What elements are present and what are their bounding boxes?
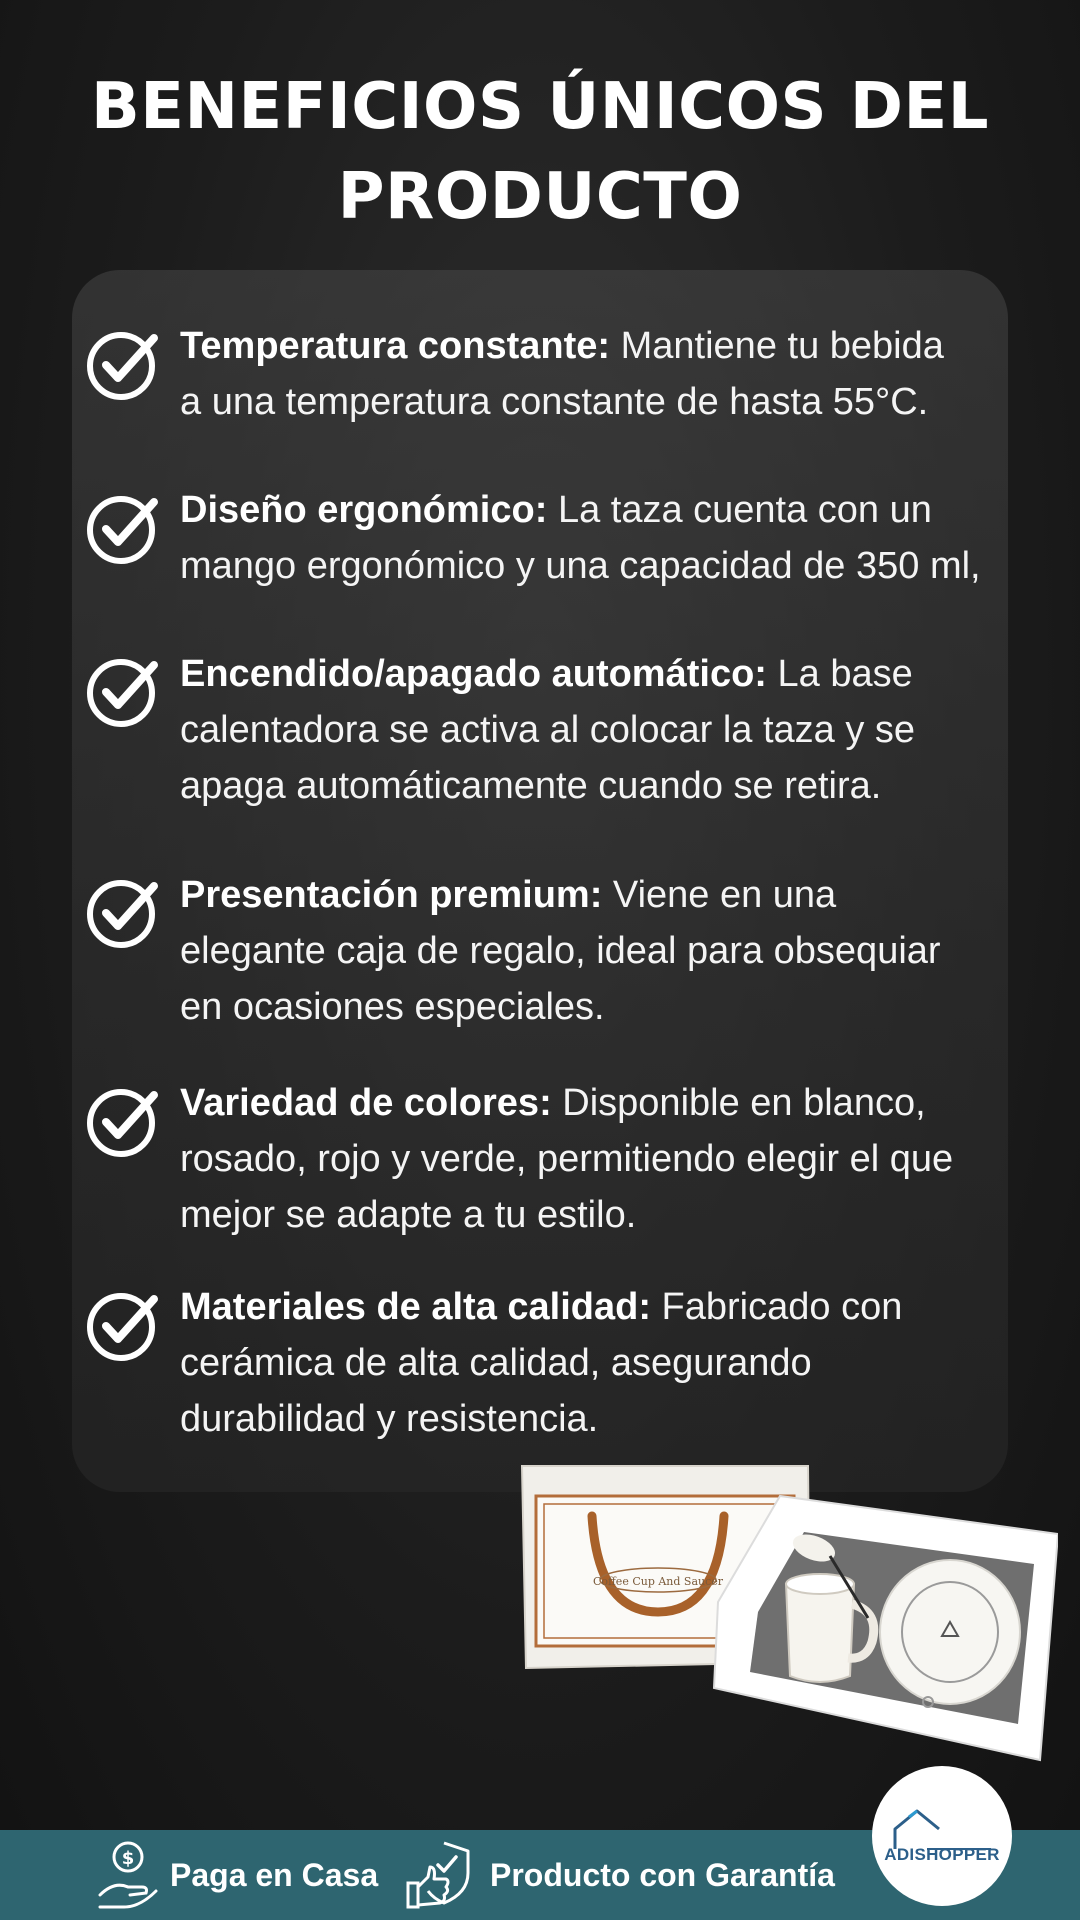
benefit-text: Mantiene tu bebida: [620, 325, 944, 367]
benefit-text: elegante caja de regalo, ideal para obsequiar: [180, 930, 941, 972]
benefit-text: La base: [777, 653, 913, 695]
benefit-item: [180, 1075, 1000, 1243]
benefit-item: [180, 482, 1000, 594]
check-circle-icon: [86, 876, 160, 950]
benefit-separator: :: [597, 325, 621, 367]
benefit-text: apaga automáticamente cuando se retira.: [180, 765, 882, 807]
benefit-title: Variedad de colores: [180, 1082, 540, 1124]
pay-at-home-label: Paga en Casa: [170, 1856, 379, 1893]
benefit-text: Fabricado con: [661, 1286, 903, 1328]
benefit-text: mango ergonómico y una capacidad de 350 ml,: [180, 545, 981, 587]
benefit-text: en ocasiones especiales.: [180, 986, 605, 1028]
cup-warmer-box: [714, 1496, 1058, 1760]
benefit-text: durabilidad y resistencia.: [180, 1398, 599, 1440]
title-line-2: PRODUCTO: [337, 160, 743, 234]
benefit-text: La taza cuenta con un: [557, 489, 932, 531]
benefit-text: a una temperatura constante de hasta 55°C.: [180, 381, 929, 423]
benefit-item: [180, 646, 1000, 814]
benefit-separator: :: [754, 653, 778, 695]
benefit-separator: :: [539, 1082, 563, 1124]
check-circle-icon: [86, 655, 160, 729]
benefit-separator: :: [589, 874, 613, 916]
money-hand-icon: [94, 1837, 160, 1913]
check-circle-icon: [86, 1085, 160, 1159]
benefit-title: Materiales de alta calidad: [180, 1286, 639, 1328]
svg-text:$: $: [121, 1848, 135, 1869]
warranty-badge: [404, 1830, 835, 1920]
benefit-title: Encendido/apagado automático: [180, 653, 755, 695]
benefit-title: Diseño ergonómico: [180, 489, 535, 531]
logo-text: ADISHOPPER: [884, 1845, 1000, 1864]
pay-at-home-badge: [94, 1830, 378, 1920]
benefit-text: cerámica de alta calidad, asegurando: [180, 1342, 812, 1384]
benefit-separator: :: [638, 1286, 662, 1328]
product-image: [518, 1462, 1058, 1762]
box-label: Coffee Cup And Saucer: [592, 1575, 724, 1588]
benefit-text: rosado, rojo y verde, permitiendo elegir el que: [180, 1138, 954, 1180]
benefit-title: Temperatura constante: [180, 325, 598, 367]
adishopper-logo: [872, 1766, 1012, 1906]
benefit-title: Presentación premium: [180, 874, 590, 916]
benefit-text: Viene en una: [612, 874, 837, 916]
check-circle-icon: [86, 328, 160, 402]
benefit-item: [180, 318, 1000, 430]
benefit-item: [180, 1279, 1000, 1447]
benefit-separator: :: [534, 489, 558, 531]
shield-thumbs-up-icon: [404, 1837, 480, 1913]
warranty-label: Producto con Garantía: [490, 1856, 835, 1893]
benefit-text: calentadora se activa al colocar la taza y se: [180, 709, 916, 751]
benefit-text: Disponible en blanco,: [562, 1082, 926, 1124]
benefit-text: mejor se adapte a tu estilo.: [180, 1194, 637, 1236]
check-circle-icon: [86, 1289, 160, 1363]
benefit-item: [180, 867, 1000, 1035]
page-title: [60, 62, 1020, 242]
title-line-1: BENEFICIOS ÚNICOS DEL: [90, 70, 990, 144]
check-circle-icon: [86, 492, 160, 566]
